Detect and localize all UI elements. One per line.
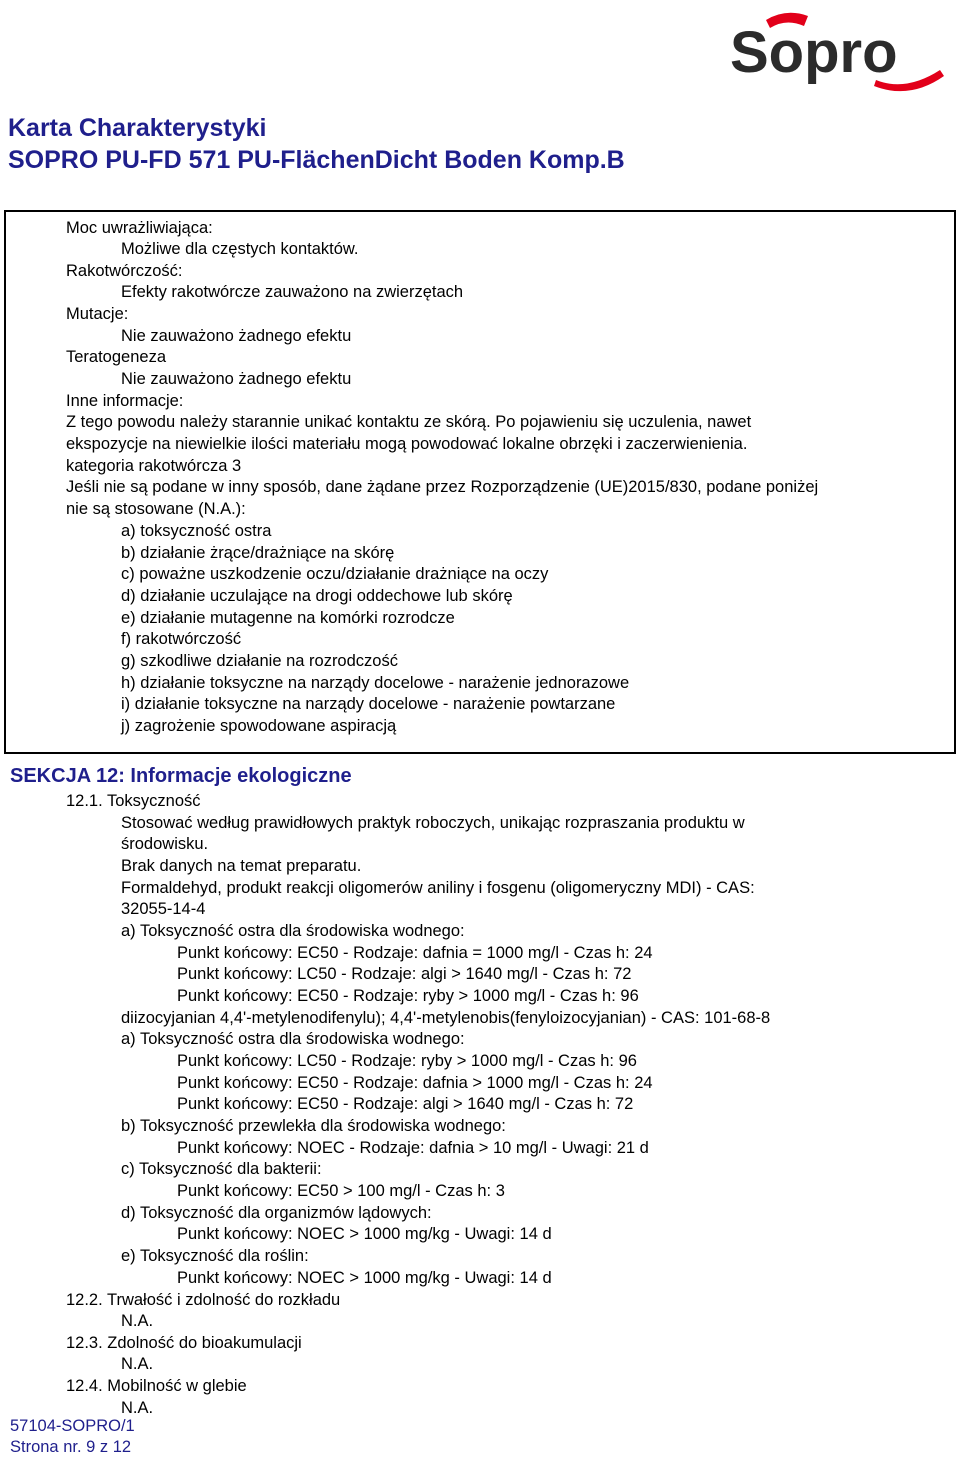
- text-line: Stosować według prawidłowych praktyk roboczych, unikając rozpraszania produktu w: [121, 814, 745, 832]
- subsection-title: 12.3. Zdolność do bioakumulacji: [66, 1334, 302, 1352]
- page-number: Strona nr. 9 z 12: [10, 1438, 132, 1456]
- endpoint-line: Punkt końcowy: EC50 - Rodzaje: dafnia > 1000 mg/l - Czas h: 24: [177, 1074, 653, 1092]
- subsection-title: 12.1. Toksyczność: [66, 792, 201, 810]
- text-line: diizocyjanian 4,4'-metylenodifenylu); 4,4'-metylenobis(fenyloizocyjanian) - CAS: 101-68-8: [121, 1009, 771, 1027]
- hazard-class-item: c) poważne uszkodzenie oczu/działanie drażniące na oczy: [121, 565, 549, 583]
- endpoint-line: Punkt końcowy: NOEC > 1000 mg/kg - Uwagi: 14 d: [177, 1225, 552, 1243]
- text-line: Rakotwórczość:: [66, 262, 183, 280]
- text-line: Możliwe dla częstych kontaktów.: [121, 240, 359, 258]
- text-line: N.A.: [121, 1355, 154, 1373]
- hazard-class-item: a) toksyczność ostra: [121, 522, 272, 540]
- section-12-heading: SEKCJA 12: Informacje ekologiczne: [10, 765, 352, 787]
- text-line: e) Toksyczność dla roślin:: [121, 1247, 309, 1265]
- text-line: Nie zauważono żadnego efektu: [121, 370, 352, 388]
- hazard-class-item: i) działanie toksyczne na narządy docelowe - narażenie powtarzane: [121, 695, 616, 713]
- text-line: środowisku.: [121, 835, 209, 853]
- text-line: c) Toksyczność dla bakterii:: [121, 1160, 322, 1178]
- text-line: Mutacje:: [66, 305, 129, 323]
- frame-bottom-rule: [4, 752, 956, 754]
- endpoint-line: Punkt końcowy: EC50 - Rodzaje: dafnia = 1000 mg/l - Czas h: 24: [177, 944, 653, 962]
- text-line: b) Toksyczność przewlekła dla środowiska wodnego:: [121, 1117, 506, 1135]
- text-line: Efekty rakotwórcze zauważono na zwierzętach: [121, 283, 464, 301]
- hazard-class-item: h) działanie toksyczne na narządy docelowe - narażenie jednorazowe: [121, 674, 630, 692]
- document-title: Karta Charakterystyki: [8, 114, 267, 142]
- text-line: ekspozycje na niewielkie ilości materiału mogą powodować lokalne obrzęki i zaczerwienienia.: [66, 435, 748, 453]
- text-line: a) Toksyczność ostra dla środowiska wodnego:: [121, 1030, 465, 1048]
- text-line: kategoria rakotwórcza 3: [66, 457, 242, 475]
- text-line: a) Toksyczność ostra dla środowiska wodnego:: [121, 922, 465, 940]
- endpoint-line: Punkt końcowy: LC50 - Rodzaje: ryby > 1000 mg/l - Czas h: 96: [177, 1052, 637, 1070]
- text-line: Brak danych na temat preparatu.: [121, 857, 362, 875]
- text-line: N.A.: [121, 1399, 154, 1417]
- hazard-class-item: b) działanie żrące/drażniące na skórę: [121, 544, 395, 562]
- hazard-class-item: e) działanie mutagenne na komórki rozrodcze: [121, 609, 455, 627]
- endpoint-line: Punkt końcowy: EC50 - Rodzaje: algi > 1640 mg/l - Czas h: 72: [177, 1095, 634, 1113]
- product-name: SOPRO PU-FD 571 PU-FlächenDicht Boden Komp.B: [8, 146, 625, 174]
- hazard-class-item: g) szkodliwe działanie na rozrodczość: [121, 652, 398, 670]
- hazard-class-item: f) rakotwórczość: [121, 630, 242, 648]
- document-id: 57104-SOPRO/1: [10, 1417, 135, 1435]
- text-line: Formaldehyd, produkt reakcji oligomerów aniliny i fosgenu (oligomeryczny MDI) - CAS:: [121, 879, 755, 897]
- text-line: Z tego powodu należy starannie unikać kontaktu ze skórą. Po pojawieniu się uczulenia, nawet: [66, 413, 752, 431]
- text-line: d) Toksyczność dla organizmów lądowych:: [121, 1204, 432, 1222]
- text-line: Inne informacje:: [66, 392, 184, 410]
- text-line: Nie zauważono żadnego efektu: [121, 327, 352, 345]
- hazard-class-item: d) działanie uczulające na drogi oddechowe lub skórę: [121, 587, 513, 605]
- text-line: 32055-14-4: [121, 900, 206, 918]
- text-line: Teratogeneza: [66, 348, 166, 366]
- endpoint-line: Punkt końcowy: NOEC - Rodzaje: dafnia > 10 mg/l - Uwagi: 21 d: [177, 1139, 649, 1157]
- text-line: Jeśli nie są podane w inny sposób, dane żądane przez Rozporządzenie (UE)2015/830, podane poniżej: [66, 478, 819, 496]
- text-line: nie są stosowane (N.A.):: [66, 500, 246, 518]
- subsection-title: 12.2. Trwałość i zdolność do rozkładu: [66, 1291, 341, 1309]
- endpoint-line: Punkt końcowy: NOEC > 1000 mg/kg - Uwagi: 14 d: [177, 1269, 552, 1287]
- text-line: N.A.: [121, 1312, 154, 1330]
- text-line: Moc uwrażliwiająca:: [66, 219, 213, 237]
- sopro-logo: [726, 6, 954, 94]
- logo-text: Sopro: [730, 20, 898, 85]
- endpoint-line: Punkt końcowy: EC50 - Rodzaje: ryby > 1000 mg/l - Czas h: 96: [177, 987, 639, 1005]
- subsection-title: 12.4. Mobilność w glebie: [66, 1377, 247, 1395]
- endpoint-line: Punkt końcowy: LC50 - Rodzaje: algi > 1640 mg/l - Czas h: 72: [177, 965, 632, 983]
- hazard-class-item: j) zagrożenie spowodowane aspiracją: [121, 717, 397, 735]
- endpoint-line: Punkt końcowy: EC50 > 100 mg/l - Czas h: 3: [177, 1182, 505, 1200]
